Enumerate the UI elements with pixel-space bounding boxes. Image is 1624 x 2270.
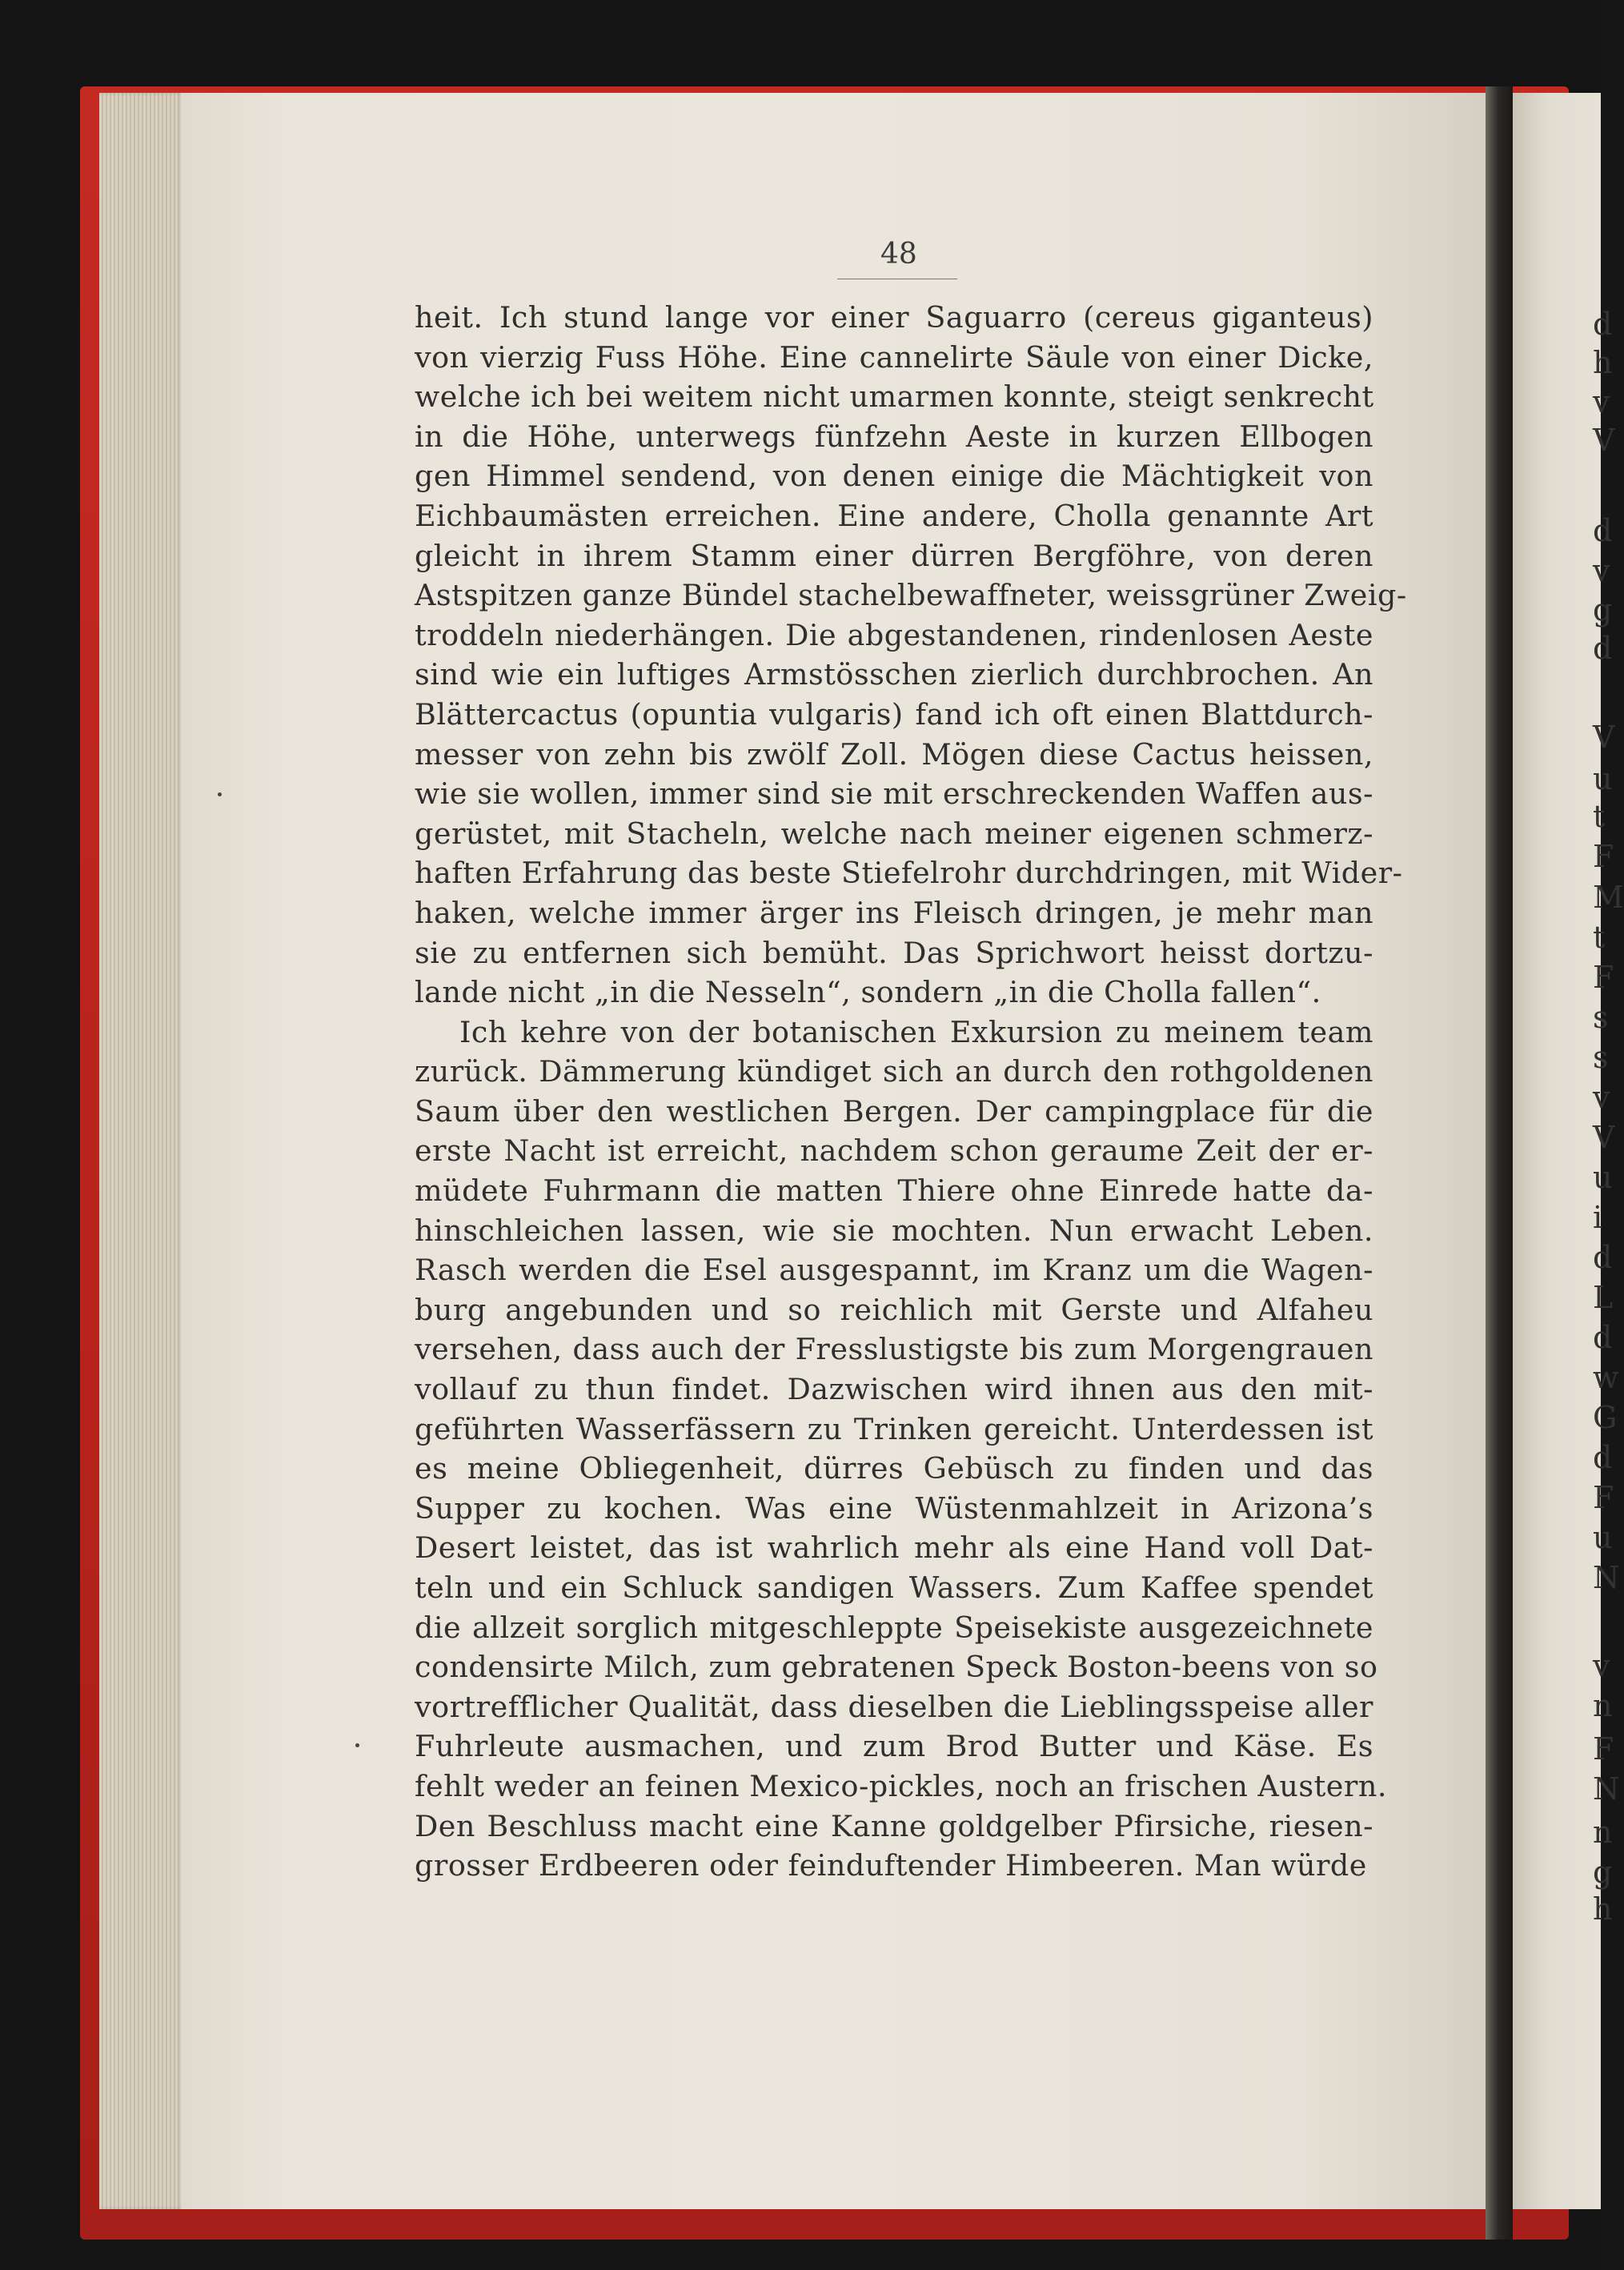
- facing-page-letter: n: [1593, 1815, 1613, 1850]
- text-line: Ich kehre von der botanischen Exkursion zu meinem team: [459, 1014, 1373, 1049]
- facing-page-letter: F: [1593, 839, 1614, 874]
- facing-page-letter: M: [1593, 880, 1624, 915]
- text-line: in die Höhe, unterwegs fünfzehn Aeste in kurzen Ellbogen: [415, 419, 1373, 454]
- text-line: erste Nacht ist erreicht, nachdem schon geraume Zeit der er-: [415, 1133, 1373, 1169]
- facing-page-letter: d: [1593, 1320, 1613, 1355]
- text-line: sie zu entfernen sich bemüht. Das Sprichwort heisst dortzu-: [415, 935, 1373, 970]
- text-line: Rasch werden die Esel ausgespannt, im Kranz um die Wagen-: [415, 1253, 1373, 1288]
- text-line: von vierzig Fuss Höhe. Eine cannelirte Säule von einer Dicke,: [415, 339, 1373, 375]
- text-line: messer von zehn bis zwölf Zoll. Mögen diese Cactus heissen,: [415, 736, 1373, 772]
- text-line: Fuhrleute ausmachen, und zum Brod Butter und Käse. Es: [415, 1729, 1373, 1764]
- facing-page-letter: L: [1593, 1280, 1614, 1315]
- facing-page-letter: v: [1593, 1080, 1610, 1115]
- facing-page-letter: v: [1593, 553, 1610, 588]
- facing-page-letter: V: [1593, 1120, 1615, 1155]
- facing-page-letter: G: [1593, 1400, 1618, 1435]
- paper-speck: [218, 792, 222, 796]
- text-line: Den Beschluss macht eine Kanne goldgelber Pfirsiche, riesen-: [415, 1808, 1373, 1843]
- facing-page-letter: V: [1593, 720, 1615, 755]
- text-line: lande nicht „in die Nesseln“, sondern „in die Cholla fallen“.: [415, 975, 1321, 1010]
- facing-page-letter: u: [1593, 1160, 1613, 1195]
- facing-page-letter: F: [1593, 960, 1614, 995]
- facing-page-letter: d: [1593, 1440, 1613, 1475]
- text-line: Supper zu kochen. Was eine Wüstenmahlzeit in Arizona’s: [415, 1490, 1373, 1526]
- text-line: teln und ein Schluck sandigen Wassers. Zum Kaffee spendet: [415, 1570, 1373, 1605]
- facing-page-letter: s: [1593, 1040, 1609, 1075]
- facing-page-letter: v: [1593, 384, 1610, 419]
- facing-page-letter: n: [1593, 1688, 1613, 1723]
- text-line: Astspitzen ganze Bündel stachelbewaffneter, weissgrüner Zweig-: [415, 578, 1407, 613]
- facing-page-letter: h: [1593, 345, 1613, 380]
- facing-page-letter: N: [1593, 1771, 1620, 1807]
- text-line: Saum über den westlichen Bergen. Der campingplace für die: [415, 1093, 1373, 1129]
- page-body-text: [415, 298, 1407, 1886]
- facing-page-letter: F: [1593, 1480, 1614, 1515]
- facing-page-letter: v: [1593, 1648, 1610, 1683]
- facing-page-letter: h: [1593, 1891, 1613, 1927]
- facing-page-letter: g: [1593, 1855, 1613, 1890]
- facing-page-letter: u: [1593, 761, 1613, 796]
- text-line: geführten Wasserfässern zu Trinken gereicht. Unterdessen ist: [415, 1411, 1373, 1446]
- facing-page-letter: t: [1593, 920, 1606, 955]
- text-line: grosser Erdbeeren oder feinduftender Himbeeren. Man würde: [415, 1848, 1367, 1883]
- facing-page-letter: V: [1593, 423, 1615, 458]
- text-line: Desert leistet, das ist wahrlich mehr als eine Hand voll Dat-: [415, 1530, 1373, 1566]
- text-line: gen Himmel sendend, von denen einige die Mächtigkeit von: [415, 459, 1373, 494]
- text-line: heit. Ich stund lange vor einer Saguarro (cereus giganteus): [415, 300, 1373, 335]
- text-line: vollauf zu thun findet. Dazwischen wird ihnen aus den mit-: [415, 1372, 1373, 1407]
- facing-page-letter: t: [1593, 799, 1606, 834]
- text-line: troddeln niederhängen. Die abgestandenen, rindenlosen Aeste: [415, 617, 1373, 652]
- facing-page-letter: u: [1593, 1520, 1613, 1555]
- text-line: die allzeit sorglich mitgeschleppte Speisekiste ausgezeichnete: [415, 1610, 1373, 1645]
- text-line: sind wie ein luftiges Armstösschen zierlich durchbrochen. An: [415, 657, 1373, 692]
- text-line: haften Erfahrung das beste Stiefelrohr durchdringen, mit Wider-: [415, 856, 1403, 891]
- text-line: Eichbaumästen erreichen. Eine andere, Cholla genannte Art: [415, 498, 1373, 533]
- text-line: welche ich bei weitem nicht umarmen konnte, steigt senkrecht: [415, 379, 1374, 415]
- page-block-edges: [99, 93, 184, 2209]
- facing-page-letter: d: [1593, 631, 1613, 666]
- facing-page-letter: g: [1593, 592, 1613, 628]
- text-line: versehen, dass auch der Fresslustigste bis zum Morgengrauen: [415, 1332, 1373, 1367]
- text-line: condensirte Milch, zum gebratenen Speck Boston-beens von so: [415, 1650, 1378, 1685]
- facing-page-letter: d: [1593, 307, 1613, 342]
- text-line: vortrefflicher Qualität, dass dieselben die Lieblingsspeise aller: [415, 1689, 1373, 1724]
- facing-page: [1513, 93, 1624, 2209]
- facing-page-letter: d: [1593, 513, 1613, 548]
- text-line: gleicht in ihrem Stamm einer dürren Bergföhre, von deren: [415, 538, 1373, 573]
- text-line: zurück. Dämmerung kündiget sich an durch den rothgoldenen: [415, 1054, 1373, 1089]
- facing-page-letter: F: [1593, 1731, 1614, 1767]
- facing-page-letter: w: [1593, 1360, 1619, 1395]
- facing-page-letter: d: [1593, 1240, 1613, 1275]
- text-line: es meine Obliegenheit, dürres Gebüsch zu finden und das: [415, 1451, 1373, 1486]
- facing-page-letter: N: [1593, 1560, 1620, 1595]
- text-line: müdete Fuhrmann die matten Thiere ohne Einrede hatte da-: [415, 1173, 1373, 1209]
- text-line: haken, welche immer ärger ins Fleisch dringen, je mehr man: [415, 895, 1373, 930]
- text-line: hinschleichen lassen, wie sie mochten. Nun erwacht Leben.: [415, 1213, 1373, 1248]
- text-line: Blättercactus (opuntia vulgaris) fand ich oft einen Blattdurch-: [415, 696, 1373, 732]
- text-line: wie sie wollen, immer sind sie mit erschreckenden Waffen aus-: [415, 776, 1373, 812]
- book-gutter: [1486, 86, 1513, 2240]
- facing-page-letter: s: [1593, 1000, 1609, 1035]
- text-line: burg angebunden und so reichlich mit Gerste und Alfaheu: [415, 1292, 1373, 1327]
- facing-page-letter: i: [1593, 1200, 1603, 1235]
- text-line: gerüstet, mit Stacheln, welche nach meiner eigenen schmerz-: [415, 816, 1373, 851]
- paper-speck: [355, 1743, 359, 1747]
- text-line: fehlt weder an feinen Mexico-pickles, noch an frischen Austern.: [415, 1768, 1387, 1803]
- page-number: 48: [880, 238, 917, 271]
